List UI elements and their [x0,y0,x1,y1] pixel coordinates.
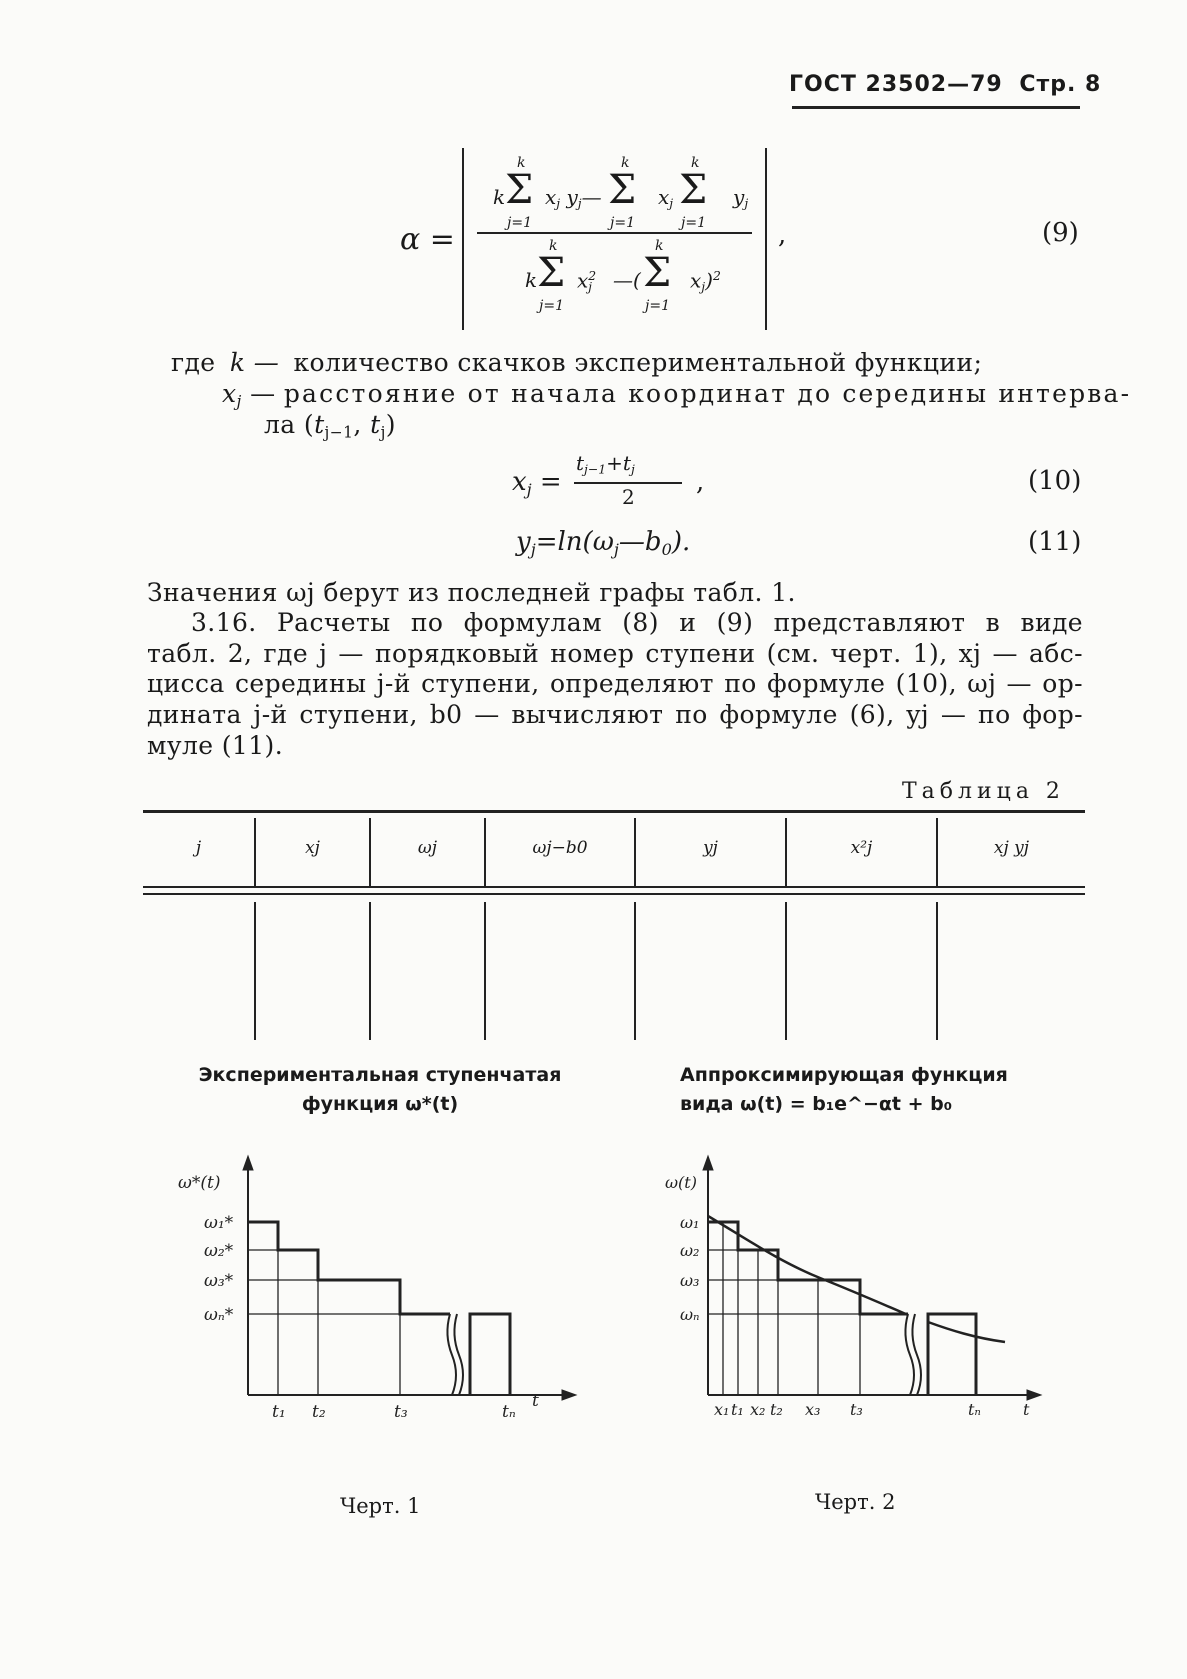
paragraph-2-line-1: 3.16. Расчеты по формулам (8) и (9) представляют в виде [191,608,1083,637]
chart-1 [170,1150,600,1430]
paragraph-2-line-5: муле (11). [147,731,284,760]
chart-1-ytick-3: ω₃* [204,1271,234,1291]
col-rule-b5 [785,902,787,1040]
col-header-xj: xj [305,838,320,858]
chart-2-approx-curve-tail [928,1322,1005,1342]
sigma-2: Σ [608,167,637,213]
sigma-5: Σ [643,250,672,296]
chart-2-y-label: ω(t) [665,1173,697,1192]
xj-definition: расстояние от начала координат до середины интерва- [283,379,1132,408]
chart-2-caption-line-1: Аппроксимирующая функция [680,1064,1008,1086]
table-2 [143,810,1085,1042]
chart-2-ytick-3: ω₃ [680,1271,700,1290]
formula-9 [395,140,1095,340]
chart-2-ytick-2: ω₂ [680,1241,700,1260]
where-k-line [171,347,982,378]
chart-2-label: Черт. 2 [815,1490,896,1514]
xj-dash: — [250,379,276,408]
chart-2-step-tail [928,1314,976,1395]
chart-2-caption-line-2: вида ω(t) = b₁e^−αt + b₀ [680,1093,953,1115]
chart-2-xtick-3: x₂ [750,1400,766,1419]
col-header-wj: ωj [417,838,438,858]
den-k: k [525,268,538,292]
col-rule-b1 [254,902,256,1040]
chart-2 [650,1150,1070,1430]
chart-2-ytick-4: ωₙ [680,1305,700,1324]
chart-1-x-arrow [562,1390,576,1400]
f10-lhs: $x_j$ = [512,467,562,499]
xj-def-cont: ла ($t_{j-1}$, $t_j$) [264,410,396,442]
doc-id: ГОСТ 23502—79 [789,72,1003,97]
table-title: Таблица 2 [902,779,1065,804]
chart-2-x-label: t [1023,1400,1030,1419]
den-lower-1: j=1 [539,298,564,314]
page-header [789,72,1101,97]
num-xjyj: $x_j$ $y_j—$ [545,185,602,211]
paragraph-2-line-4: дината j-й ступени, b0 — вычисляют по формуле (6), yj — по фор- [147,700,1083,729]
num-lower-2: j=1 [610,215,635,231]
formula-9-lhs: α = [400,222,455,257]
chart-1-x-label: t [532,1391,539,1411]
formula-10 [512,451,712,515]
den-minus: —( [613,268,641,292]
formula-11 [516,527,690,559]
num-upper-3: k [691,155,700,171]
chart-1-xtick-1: t₁ [272,1402,286,1422]
eq-number-10: (10) [1028,466,1082,496]
chart-2-xtick-1: x₁ [714,1400,730,1419]
chart-2-ytick-1: ω₁ [680,1213,700,1232]
chart-1-caption-line-2: функция ω*(t) [301,1093,459,1115]
col-header-xj2: x²j [850,838,873,858]
chart-1-step-tail [470,1314,510,1395]
formula-9-comma: , [778,220,787,250]
abs-bar-left [462,148,464,330]
num-lower-1: j=1 [507,215,532,231]
chart-1-y-label: ω*(t) [178,1173,221,1193]
paragraph-2-line-3: цисса середины j-й ступени, определяют по формуле (10), ωj — ор- [147,669,1083,698]
col-rule-b4 [634,902,636,1040]
f10-comma: , [696,467,705,497]
f10-bar [574,482,682,484]
num-upper-2: k [621,155,630,171]
chart-2-xtick-5: x₃ [805,1400,821,1419]
eq-number-9: (9) [1042,218,1079,248]
fraction-bar-9 [477,232,752,234]
paragraph-2-line-2: табл. 2, где j — порядковый номер ступени (см. черт. 1), xj — абс- [147,639,1083,668]
num-xj: $x_j$ [658,185,674,211]
table-header-rule-1 [143,886,1085,888]
sigma-4: Σ [537,250,566,296]
den-upper-1: k [549,238,558,254]
chart-2-y-arrow [703,1156,713,1170]
chart-1-xtick-4: tₙ [502,1402,516,1422]
chart-1-xtick-2: t₂ [312,1402,326,1422]
col-rule-b2 [369,902,371,1040]
chart-2-x-arrow [1027,1390,1041,1400]
col-header-yj: yj [703,838,718,858]
k-symbol: k — [229,348,280,377]
sigma-3: Σ [679,167,708,213]
col-header-xjyj: xj yj [993,838,1030,858]
chart-1-xtick-3: t₃ [394,1402,408,1422]
chart-1-caption-line-1: Экспериментальная ступенчатая [198,1064,562,1086]
den-xj2: $x^2_j$ [577,268,597,295]
table-header-rule-2 [143,893,1085,895]
den-upper-2: k [655,238,664,254]
where-label: где [171,348,216,377]
xj-symbol: $x_j$ [222,379,242,411]
chart-1-y-arrow [243,1156,253,1170]
f10-num: $t_{j-1}+t_j$ [576,451,635,477]
chart-1-ytick-1: ω₁* [204,1213,234,1233]
den-xj: $x_j)^2$ [690,268,721,295]
sigma-1: Σ [505,167,534,213]
col-rule-b6 [936,902,938,1040]
chart-2-xtick-6: t₃ [850,1400,863,1419]
num-lower-3: j=1 [681,215,706,231]
chart-1-caption [170,1061,590,1119]
num-yj: $y_j$ [733,185,749,211]
chart-2-xtick-7: tₙ [968,1400,981,1419]
f11-expr: $y_j=\ln(\omega_j—b_0)$. [516,527,691,559]
chart-2-caption [680,1061,1030,1119]
header-rule [792,106,1080,109]
num-upper-1: k [517,155,526,171]
col-header-j: j [195,838,202,858]
formula-9-numerator [493,155,763,231]
chart-2-xtick-4: t₂ [770,1400,783,1419]
chart-1-ytick-2: ω₂* [204,1241,234,1261]
k-definition: количество скачков экспериментальной функции; [293,348,983,377]
paragraph-1: Значения ωj берут из последней графы табл. 1. [147,578,796,607]
num-k: k [493,185,506,209]
chart-1-label: Черт. 1 [340,1494,421,1518]
table-top-rule [143,810,1085,813]
where-xj-line-2 [264,409,396,449]
chart-2-xtick-2: t₁ [731,1400,744,1419]
abs-bar-right [765,148,767,330]
f10-den: 2 [622,485,635,509]
page-number: Стр. 8 [1019,72,1102,97]
chart-1-ytick-4: ωₙ* [204,1305,234,1325]
eq-number-11: (11) [1028,527,1082,557]
formula-9-denominator [525,238,755,313]
col-header-wj-b0: ωj−b0 [532,838,588,858]
col-rule-b3 [484,902,486,1040]
den-lower-2: j=1 [645,298,670,314]
